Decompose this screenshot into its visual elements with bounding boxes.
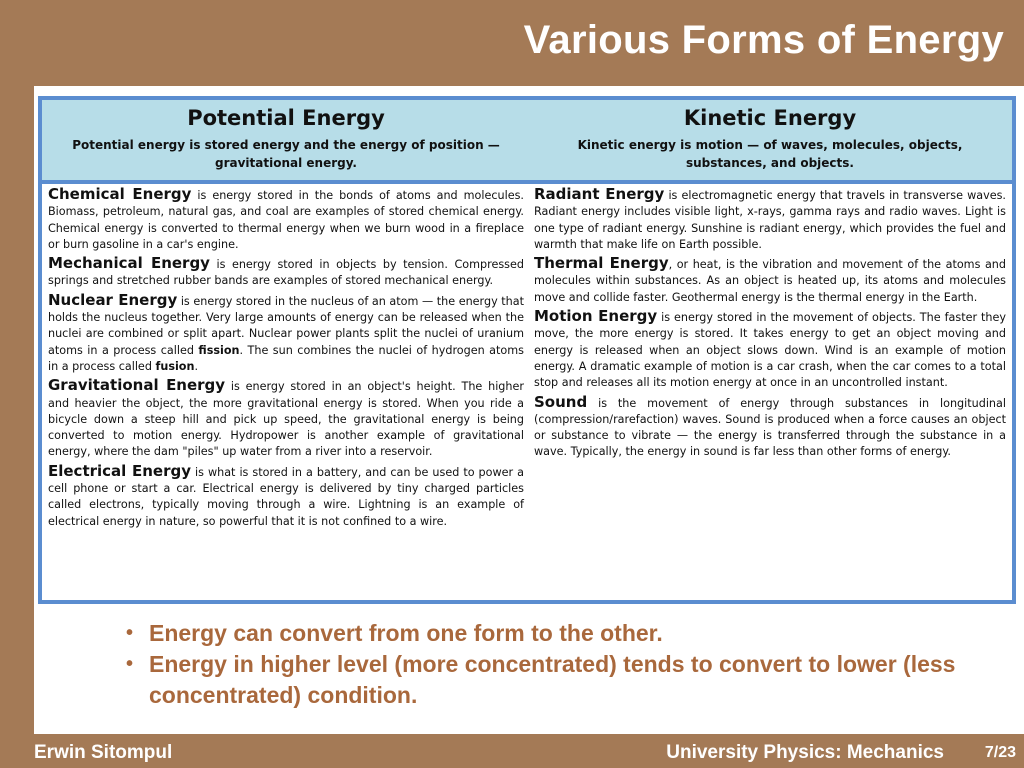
term-gravitational-energy: Gravitational Energy: [48, 376, 226, 395]
entry-motion-energy: [534, 308, 1006, 391]
desc-nuclear-energy-2: . The sun combines the nuclei of hydrogen atoms in a process called: [48, 343, 524, 373]
potential-energy-heading: Potential Energy: [187, 106, 385, 130]
desc-chemical-energy: is energy stored in the bonds of atoms and molecules. Biomass, petroleum, natural gas, and coal are examples of stored chemical energy. Chemical energy is converted to thermal energy when we burn wood in a fireplace or burn gasoline in a car's engine.: [48, 189, 524, 251]
footer-author: Erwin Sitompul: [34, 742, 173, 763]
page-number: 7/23: [984, 744, 1016, 761]
term-motion-energy: Motion Energy: [534, 307, 658, 326]
footer-course: University Physics: Mechanics: [666, 742, 944, 763]
bullet-icon: •: [126, 622, 134, 644]
potential-energy-body: [42, 184, 530, 600]
desc-sound: is the movement of energy through substances in longitudinal (compression/rarefaction) waves. Sound is produced when a force causes an object or substance to vibrate — the energy is transferred through the substance in a wave. Typically, the energy in sound is far less than other forms of energy.: [534, 396, 1006, 459]
entry-chemical-energy: [48, 186, 524, 253]
bullet-icon: •: [126, 653, 134, 675]
desc-nuclear-energy-3: .: [194, 359, 199, 373]
entry-mechanical-energy: [48, 255, 524, 290]
keyword-fission: fission: [198, 343, 240, 357]
kinetic-energy-heading: Kinetic Energy: [683, 106, 857, 130]
desc-gravitational-energy: is energy stored in an object's height. The higher and heavier the object, the more gravitational energy is stored. When you ride a bicycle down a steep hill and pick up speed, the gravitational energy is being converted to motion energy. Hydropower is another example of gravitational energy, where the dam "piles" up water from a river into a reservoir.: [48, 380, 524, 459]
content-panel: [34, 86, 1024, 734]
term-chemical-energy: Chemical Energy: [48, 185, 192, 203]
desc-motion-energy: is energy stored in the movement of objects. The faster they move, the more energy is stored. It takes energy to get an object moving and energy is released when an object slows down. Wind is an example of motion energy. A dramatic example of motion is a car crash, when the car comes to a total stop and releases all its motion energy at once in an uncontrolled instant.: [534, 311, 1007, 390]
desc-thermal-energy: , or heat, is the vibration and movement of the atoms and molecules within substances. As an object is heated up, its atoms and molecules move and collide faster. Geothermal energy is the thermal energy in the Earth.: [534, 258, 1006, 304]
bullet-list: [124, 618, 984, 711]
bullet-text: Energy in higher level (more concentrated) tends to convert to lower (less concentrated) condition.: [149, 651, 956, 708]
kinetic-energy-subtitle: Kinetic energy is motion — of waves, molecules, objects, substances, and objects.: [577, 138, 963, 170]
entry-gravitational-energy: [48, 377, 524, 460]
entry-thermal-energy: [534, 255, 1006, 306]
bullet-item: [124, 649, 984, 711]
energy-table: [38, 96, 1016, 604]
term-mechanical-energy: Mechanical Energy: [48, 254, 210, 273]
term-nuclear-energy: Nuclear Energy: [48, 290, 178, 309]
desc-electrical-energy: is what is stored in a battery, and can be used to power a cell phone or start a car. Electrical energy is delivered by tiny charged particles called electrons, typically moving through a wire. Lightning is an example of electrical energy in nature, so powerful that it is not confined to a wire.: [48, 465, 524, 528]
entry-electrical-energy: [48, 463, 524, 530]
term-thermal-energy: Thermal Energy: [534, 254, 669, 273]
bullet-text: Energy can convert from one form to the other.: [149, 620, 663, 646]
term-sound: Sound: [534, 392, 588, 411]
kinetic-energy-column: [528, 100, 1012, 600]
kinetic-energy-header: [528, 100, 1012, 180]
entry-nuclear-energy: [48, 292, 524, 375]
kinetic-energy-body: [528, 184, 1012, 600]
desc-nuclear-energy: is energy stored in the nucleus of an atom — the energy that holds the nucleus together. Very large amounts of energy can be released when the nuclei are combined or split apart. Nuclear power plants split the nuclei of uranium atoms in a process called: [48, 294, 524, 357]
keyword-fusion: fusion: [155, 359, 195, 373]
potential-energy-header: [42, 100, 530, 180]
desc-radiant-energy: is electromagnetic energy that travels in transverse waves. Radiant energy includes visible light, x-rays, gamma rays and radio waves. Light is one type of radiant energy. Sunshine is radiant energy, which provides the fuel and warmth that make life on Earth possible.: [534, 189, 1006, 251]
term-electrical-energy: Electrical Energy: [48, 461, 192, 480]
potential-energy-column: [42, 100, 530, 600]
desc-mechanical-energy: is energy stored in objects by tension. Compressed springs and stretched rubber bands are examples of stored mechanical energy.: [48, 258, 524, 288]
potential-energy-subtitle: Potential energy is stored energy and the energy of position — gravitational energy.: [72, 138, 500, 170]
entry-radiant-energy: [534, 186, 1006, 253]
term-radiant-energy: Radiant Energy: [534, 185, 665, 203]
bullet-item: [124, 618, 984, 649]
entry-sound: [534, 394, 1006, 461]
slide-title: Various Forms of Energy: [523, 18, 1004, 62]
